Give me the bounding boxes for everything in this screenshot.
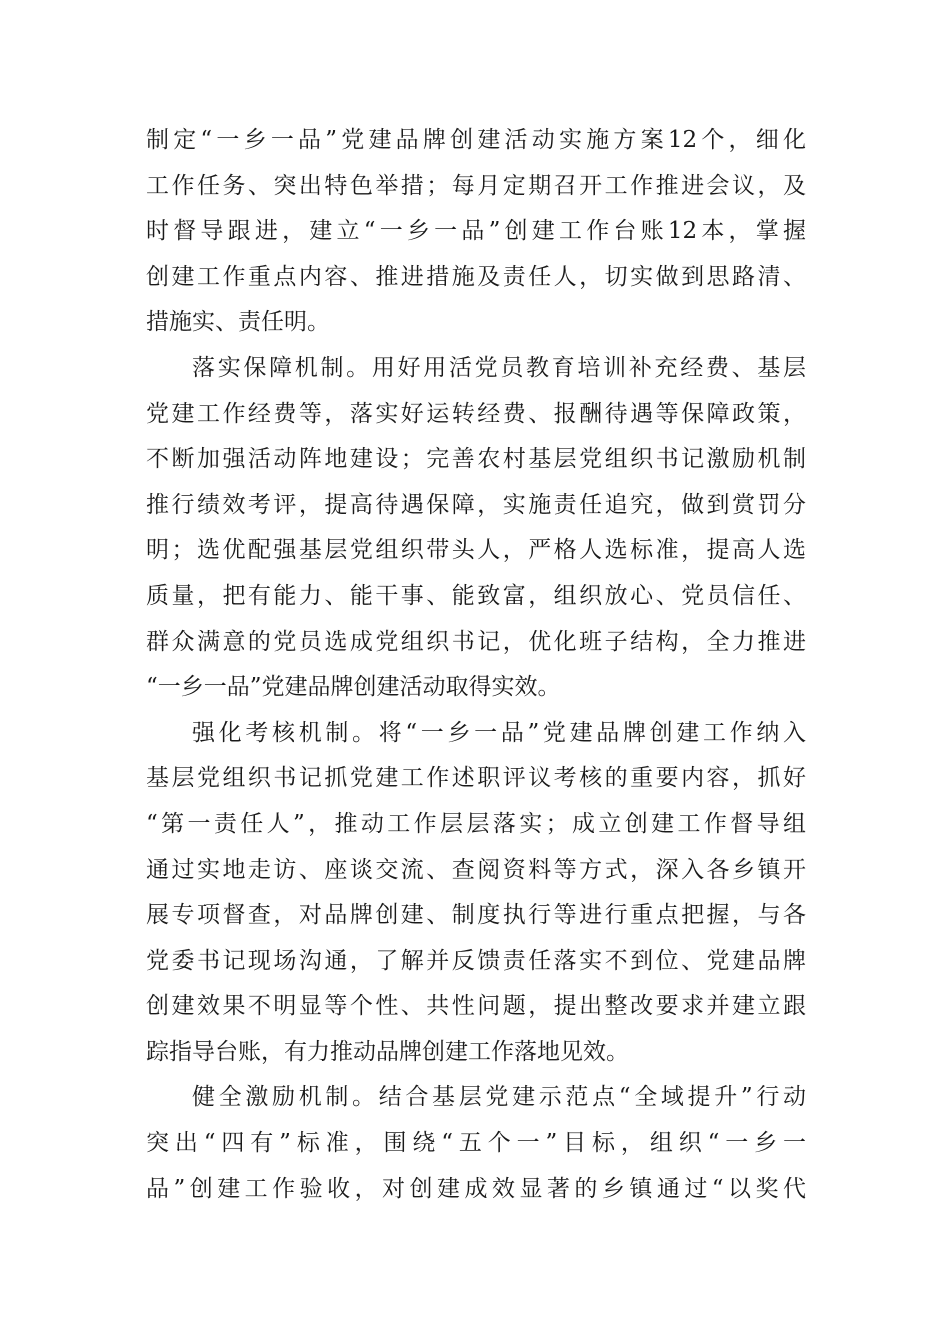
text-line: 工作任务、突出特色举措；每月定期召开工作推进会议，及 [146, 172, 806, 199]
text-line: 展专项督查，对品牌创建、制度执行等进行重点把握，与各 [146, 902, 806, 929]
text-line: 突出“四有”标准，围绕“五个一”目标，组织“一乡一 [146, 1130, 806, 1157]
text-line: 时督导跟进，建立“一乡一品”创建工作台账12本，掌握 [146, 218, 806, 245]
document-body [146, 118, 806, 1212]
text-line: 强化考核机制。将“一乡一品”党建品牌创建工作纳入 [192, 719, 806, 746]
text-line: 不断加强活动阵地建设；完善农村基层党组织书记激励机制 [146, 446, 806, 473]
paragraph-plan-continuation [146, 118, 806, 346]
text-line: 党建工作经费等，落实好运转经费、报酬待遇等保障政策， [146, 400, 806, 427]
text-line: 推行绩效考评，提高待遇保障，实施责任追究，做到赏罚分 [146, 491, 806, 518]
text-line: 品”创建工作验收，对创建成效显著的乡镇通过“以奖代 [146, 1175, 806, 1202]
text-line: 落实保障机制。用好用活党员教育培训补充经费、基层 [192, 354, 806, 381]
text-line: 群众满意的党员选成党组织书记，优化班子结构，全力推进 [146, 628, 806, 655]
text-line: 明；选优配强基层党组织带头人，严格人选标准，提高人选 [146, 537, 806, 564]
text-line: 踪指导台账，有力推动品牌创建工作落地见效。 [146, 1038, 629, 1065]
text-line: “一乡一品”党建品牌创建活动取得实效。 [146, 674, 561, 701]
paragraph-guarantee-mechanism [146, 346, 806, 711]
paragraph-incentive-mechanism [146, 1075, 806, 1212]
text-line: 健全激励机制。结合基层党建示范点“全域提升”行动 [192, 1084, 806, 1111]
text-line: 党委书记现场沟通，了解并反馈责任落实不到位、党建品牌 [146, 947, 806, 974]
text-line: 基层党组织书记抓党建工作述职评议考核的重要内容，抓好 [146, 765, 806, 792]
text-line: 通过实地走访、座谈交流、查阅资料等方式，深入各乡镇开 [146, 856, 806, 883]
text-line: 措施实、责任明。 [146, 309, 330, 336]
text-line: “第一责任人”，推动工作层层落实；成立创建工作督导组 [146, 810, 806, 837]
paragraph-assessment-mechanism [146, 711, 806, 1076]
text-line: 创建效果不明显等个性、共性问题，提出整改要求并建立跟 [146, 993, 806, 1020]
text-line: 创建工作重点内容、推进措施及责任人，切实做到思路清、 [146, 263, 806, 290]
text-line: 制定“一乡一品”党建品牌创建活动实施方案12个，细化 [146, 127, 806, 153]
text-line: 质量，把有能力、能干事、能致富，组织放心、党员信任、 [146, 582, 806, 609]
